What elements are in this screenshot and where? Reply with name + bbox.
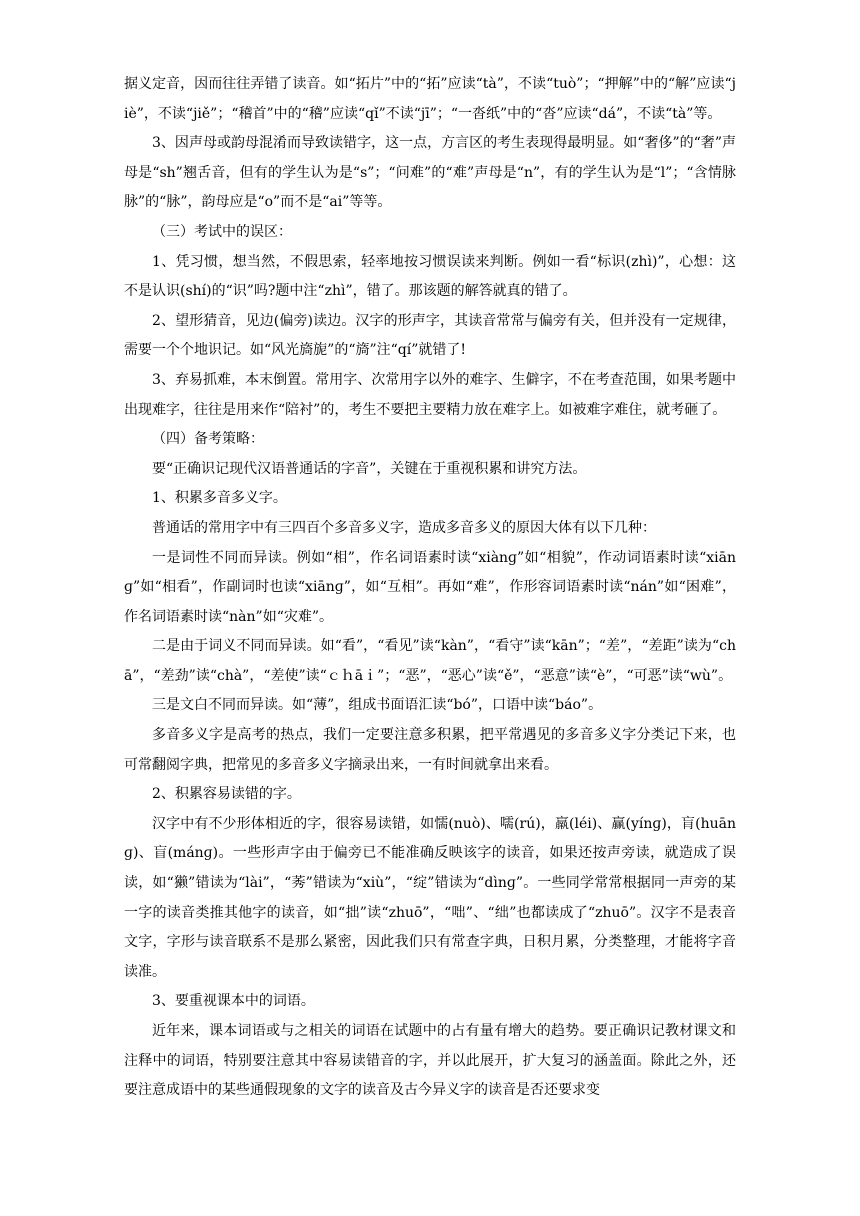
subsection-heading: 1、积累多音多义字。 [152, 490, 287, 507]
paragraph: 3、因声母或韵母混淆而导致读错字，这一点，方言区的考生表现得最明显。如“奢侈”的“奢”声母是“sh”翘舌音，但有的学生认为是“s”；“问难”的“难”声母是“n”，有的学生认为是“l”；“含情脉脉”的“脉”，韵母应是“o”而不是“ai”等等。 [124, 135, 736, 211]
paragraph: 三是文白不同而异读。如“薄”，组成书面语汇读“bó”，口语中读“báo”。 [152, 697, 603, 714]
paragraph-continuation: 据义定音，因而往往弄错了读音。如“拓片”中的“拓”应读“tà”，不读“tuò”；“押解”中的“解”应读“jiè”，不读“jiě”；“稽首”中的“稽”应读“qǐ”不读“jī”；“一沓纸”中的“沓”应读“dá”，不读“tà”等。 [124, 76, 736, 122]
paragraph: 2、望形猜音，见边(偏旁)读边。汉字的形声字，其读音常常与偏旁有关，但并没有一定规律，需要一个个地识记。如“风光旖旎”的“旖”注“qí”就错了! [124, 312, 736, 359]
paragraph: 近年来，课本词语或与之相关的词语在试题中的占有量有增大的趋势。要正确识记教材课文和注释中的词语，特别要注意其中容易读错音的字，并以此展开，扩大复习的涵盖面。除此之外，还要注意成语中的某些通假现象的文字的读音及古今异义字的读音是否还要求变 [124, 1023, 736, 1099]
paragraph: 二是由于词义不同而异读。如“看”，“看见”读“kàn”，“看守”读“kān”；“差”，“差距”读为“chā”，“差劲”读“chà”，“差使”读“ｃｈāｉ”；“恶”，“恶心”读“ě”，“恶意”读“è”，“可恶”读“wù”。 [124, 638, 736, 684]
paragraph: 要“正确识记现代汉语普通话的字音”，关键在于重视积累和讲究方法。 [152, 460, 587, 477]
paragraph: 普通话的常用字中有三四百个多音多义字，造成多音多义的原因大体有以下几种： [152, 519, 656, 536]
paragraph: 汉字中有不少形体相近的字，很容易读错，如懦(nuò)、嚅(rú)，羸(léi)、赢(yínɡ)，肓(huānɡ)、盲(mánɡ)。一些形声字由于偏旁已不能准确反映该字的读音，如果还按声旁读，就造成了误读，如“獭”错读为“lài”，“莠”错读为“xiù”，“绽”错读为“dìnɡ”。一些同学常常根据同一声旁的某一字的读音类推其他字的读音，如“拙”读“zhuō”，“咄”、“绌”也都读成了“zhuō”。汉字不是表音文字，字形与读音联系不是那么紧密，因此我们只有常查字典，日积月累，分类整理，才能将字音读准。 [124, 815, 736, 980]
subsection-heading: 2、积累容易读错的字。 [152, 786, 301, 803]
section-heading: （四）备考策略： [152, 431, 264, 448]
paragraph: 3、弃易抓难，本末倒置。常用字、次常用字以外的难字、生僻字，不在考查范围，如果考题中出现难字，往往是用来作“陪衬”的，考生不要把主要精力放在难字上。如被难字难住，就考砸了。 [124, 371, 736, 418]
section-heading: （三）考试中的误区： [152, 223, 292, 240]
paragraph: 1、凭习惯，想当然，不假思索，轻率地按习惯误读来判断。例如一看“标识(zhì)”，心想：这不是认识(shí)的“识”吗?题中注“zhì”，错了。那该题的解答就真的错了。 [124, 253, 736, 300]
subsection-heading: 3、要重视课本中的词语。 [152, 993, 315, 1010]
paragraph: 多音多义字是高考的热点，我们一定要注意多积累，把平常遇见的多音多义字分类记下来，也可常翻阅字典，把常见的多音多义字摘录出来，一有时间就拿出来看。 [124, 727, 736, 773]
paragraph: 一是词性不同而异读。例如“相”，作名词语素时读“xiànɡ”如“相貌”，作动词语素时读“xiānɡ”如“相看”，作副词时也读“xiānɡ”，如“互相”。再如“难”，作形容词语素时读“nán”如“困难”，作名词语素时读“nàn”如“灾难”。 [124, 549, 736, 625]
